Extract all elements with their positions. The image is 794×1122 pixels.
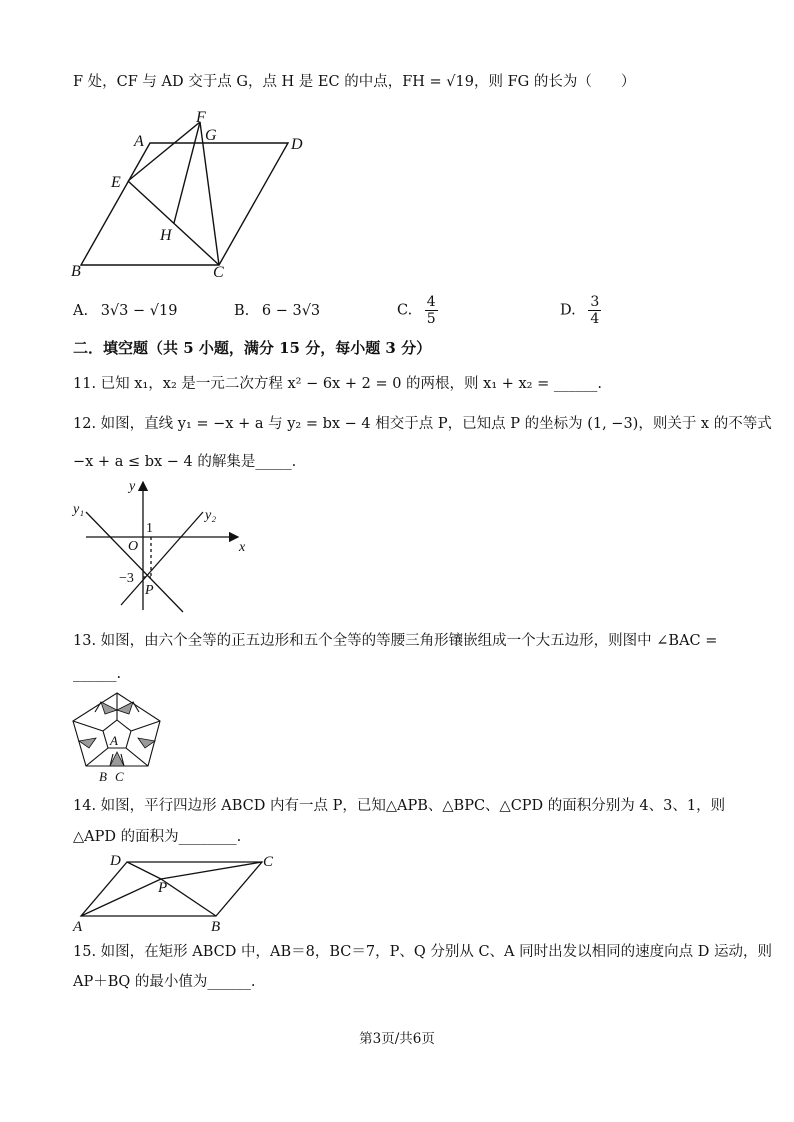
q10-text-b: ，则 FG 的长为（ ） <box>473 74 636 90</box>
q10-text-a: F 处，CF 与 AD 交于点 G，点 H 是 EC 的中点， <box>73 74 403 90</box>
q14-line1: 14. 如图，平行四边形 ABCD 内有一点 P，已知△APB、△BPC、△CPD 的面积分别为 4、3、1，则 <box>73 798 726 814</box>
option-d-numerator: 3 <box>590 294 600 310</box>
q12-label-x: x <box>239 540 246 555</box>
q14-label-c: C <box>263 854 274 870</box>
q11-text: 11. 已知 x₁，x₂ 是一元二次方程 x² − 6x + 2 = 0 的两根，则 x₁ + x₂ = ______. <box>73 376 602 392</box>
q10-label-e: E <box>111 174 121 191</box>
option-a-expr: 3√3 − √19 <box>100 303 178 319</box>
q14-label-d: D <box>110 853 121 869</box>
q10-label-f: F <box>196 109 206 126</box>
option-b-expr: 6 − 3√3 <box>261 303 321 319</box>
q14-line2: △APD 的面积为________. <box>73 829 242 845</box>
parallelogram-abcd-14 <box>81 862 262 916</box>
q10-label-b: B <box>71 263 81 280</box>
q12-label-1: 1 <box>146 521 153 536</box>
q10-label-a: A <box>134 133 144 150</box>
q14-label-a: A <box>73 919 83 935</box>
q15-line1: 15. 如图，在矩形 ABCD 中，AB＝8，BC＝7，P、Q 分别从 C、A 同时出发以相同的速度向点 D 运动，则 <box>73 944 772 960</box>
q12-label-neg3: −3 <box>119 571 134 586</box>
segment-ap <box>81 879 161 916</box>
option-c-denominator: 5 <box>426 311 436 327</box>
section-heading: 二．填空题（共 5 小题，满分 15 分，每小题 3 分） <box>73 339 432 357</box>
option-c-letter: C. <box>397 302 413 319</box>
q13-label-c: C <box>115 769 124 784</box>
q13-line1: 13. 如图，由六个全等的正五边形和五个全等的等腰三角形镶嵌组成一个大五边形，则图中 ∠BAC = <box>73 633 718 649</box>
q12-label-y2: y₂ <box>205 508 217 523</box>
q13-line2: ______. <box>73 666 122 682</box>
q12-line1: 12. 如图，直线 y₁ = −x + a 与 y₂ = bx − 4 相交于点 P，已知点 P 的坐标为 (1, −3)，则关于 x 的不等式 <box>73 416 772 432</box>
q12-line2: −x + a ≤ bx − 4 的解集是_____. <box>73 454 297 470</box>
q10-label-h: H <box>160 227 172 244</box>
segment-dp <box>127 862 161 879</box>
q13-label-a: A <box>110 733 118 748</box>
q10-label-c: C <box>213 264 224 281</box>
q14-label-b: B <box>211 919 221 935</box>
q13-label-b: B <box>99 769 107 784</box>
segment-bp <box>161 879 216 916</box>
q12-label-o: O <box>128 539 139 554</box>
option-d-denominator: 4 <box>590 311 600 327</box>
q12-label-p: P <box>145 583 154 598</box>
option-c-numerator: 4 <box>426 294 436 310</box>
q10-fh: FH = √19 <box>402 74 474 90</box>
page-footer: 第3页/共6页 <box>359 1031 435 1047</box>
q10-label-d: D <box>291 136 303 153</box>
option-d-letter: D. <box>560 302 576 319</box>
q14-label-p: P <box>158 880 168 896</box>
option-a-letter: A. <box>73 303 89 319</box>
option-b-letter: B. <box>234 303 250 319</box>
q15-line2: AP＋BQ 的最小值为______. <box>73 974 256 990</box>
q10-label-g: G <box>205 127 217 144</box>
segment-cp <box>161 862 262 879</box>
q12-label-y: y <box>129 479 136 494</box>
q12-label-y1: y₁ <box>73 502 85 517</box>
